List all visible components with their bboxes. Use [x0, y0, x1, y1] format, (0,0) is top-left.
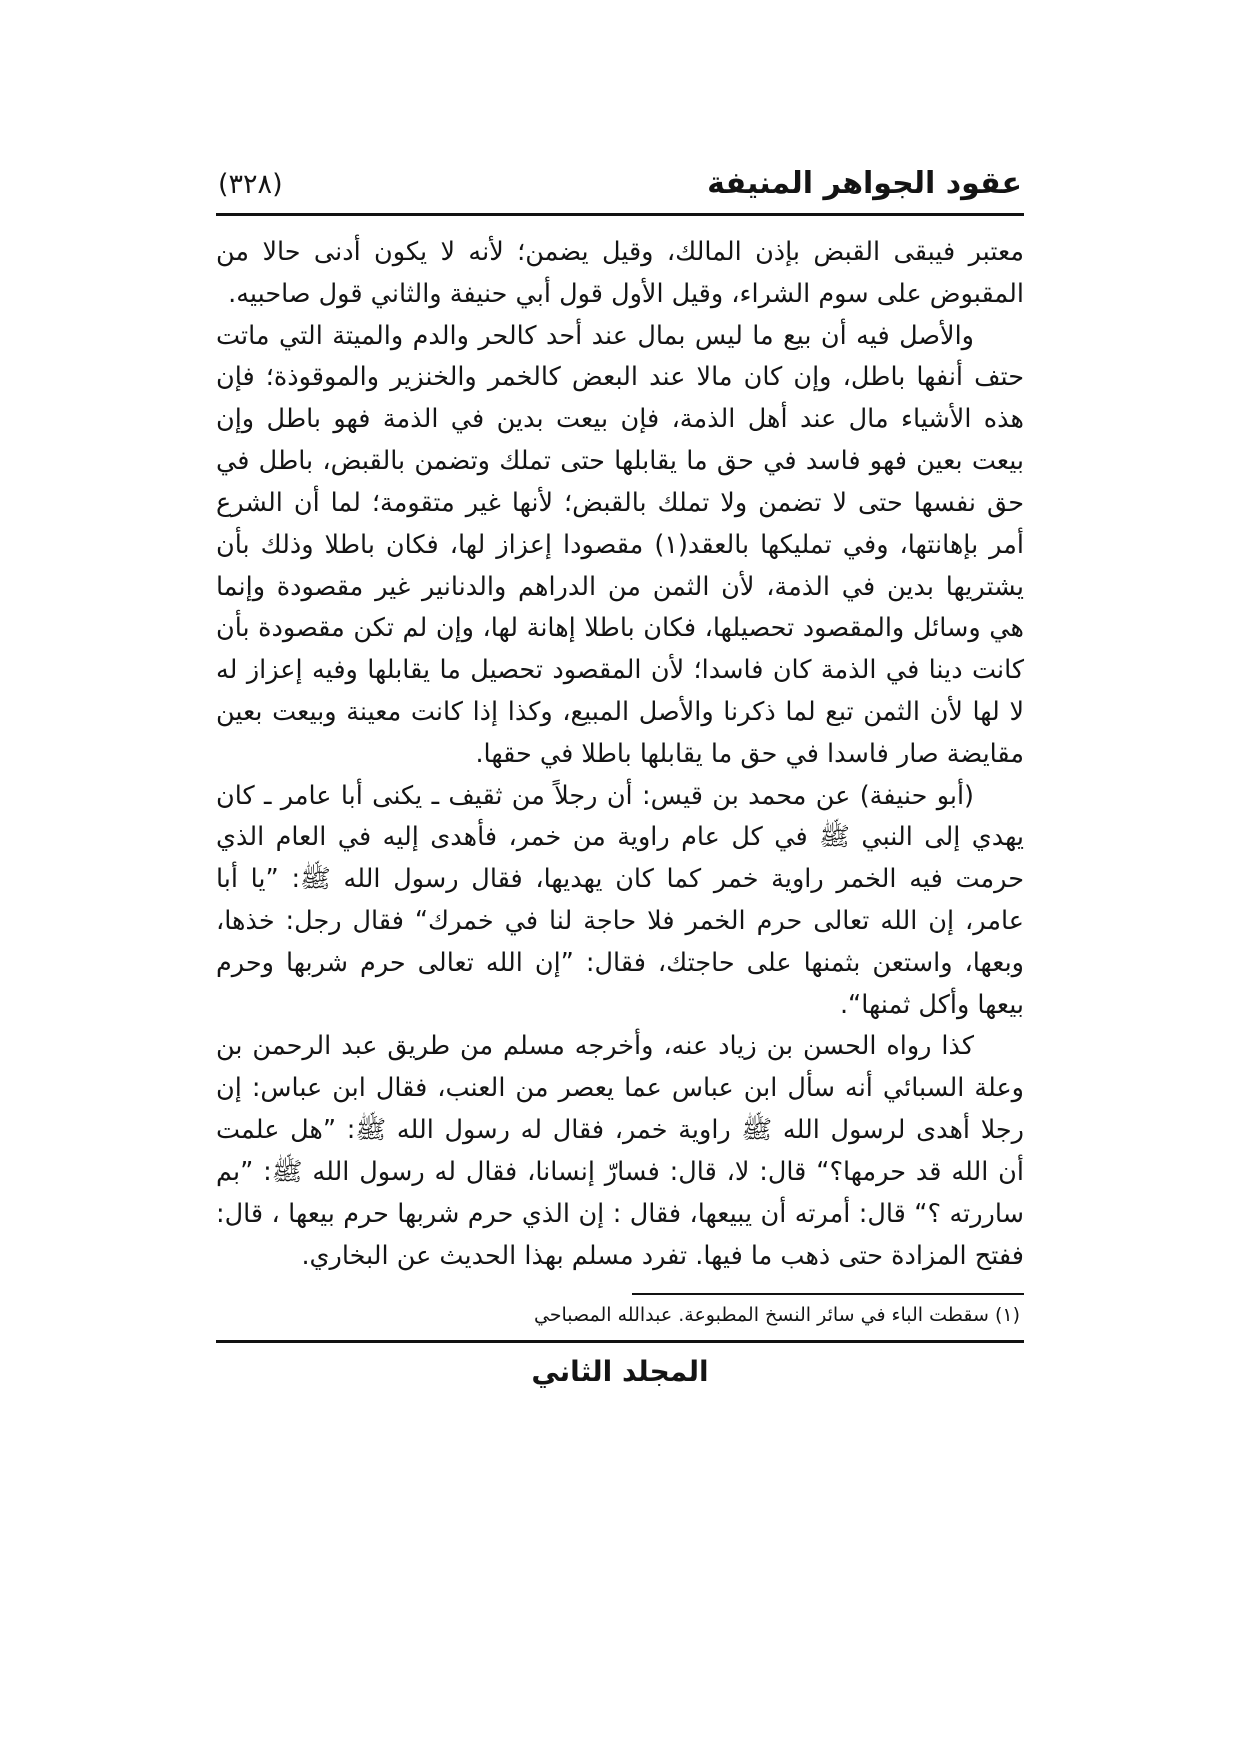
page-body	[216, 216, 1024, 1277]
paragraph: معتبر فيبقى القبض بإذن المالك، وقيل يضمن؛ لأنه لا يكون أدنى حالا من المقبوض على سوم الشراء، وقيل الأول قول أبي حنيفة والثاني قول صاحبيه.	[216, 237, 1024, 309]
paragraph: (أبو حنيفة) عن محمد بن قيس: أن رجلاً من ثقيف ـ يكنى أبا عامر ـ كان يهدي إلى النبي ﷺ في كل عام راوية من خمر، فأهدى إليه في العام الذي حرمت فيه الخمر راوية خمر كما كان يهديها، فقال رسول الله ﷺ: ”يا أبا عامر، إن الله تعالى حرم الخمر فلا حاجة لنا في خمرك“ فقال رجل: خذها، وبعها، واستعن بثمنها على حاجتك، فقال: ”إن الله تعالى حرم شربها وحرم بيعها وأكل ثمنها“.	[216, 780, 1024, 1020]
page-content	[216, 0, 1024, 1388]
footnote-area	[216, 1293, 1024, 1340]
page-number: (٣٢٨)	[218, 169, 283, 200]
book-title: عقود الجواهر المنيفة	[707, 166, 1022, 201]
volume-footer: المجلد الثاني	[531, 1355, 709, 1389]
page-header	[216, 166, 1024, 213]
paragraph: كذا رواه الحسن بن زياد عنه، وأخرجه مسلم من طريق عبد الرحمن بن وعلة السبائي أنه سأل ابن عباس عما يعصر من العنب، فقال ابن عباس: إن رجلا أهدى لرسول الله ﷺ راوية خمر، فقال له رسول الله ﷺ: ”هل علمت أن الله قد حرمها؟“ قال: لا، قال: فسارّ إنسانا، فقال له رسول الله ﷺ: ”بم ساررته ؟“ قال: أمرته أن يبيعها، فقال : إن الذي حرم شربها حرم بيعها ، قال: ففتح المزادة حتى ذهب ما فيها. تفرد مسلم بهذا الحديث عن البخاري.	[216, 1031, 1024, 1271]
footnote-text: (١) سقطت الباء في سائر النسخ المطبوعة. عبدالله المصباحي	[533, 1304, 1020, 1327]
paragraph: والأصل فيه أن بيع ما ليس بمال عند أحد كالحر والدم والميتة التي ماتت حتف أنفها باطل، وإن كان مالا عند البعض كالخمر والخنزير والموقوذة؛ فإن هذه الأشياء مال عند أهل الذمة، فإن بيعت بدين في الذمة فهو باطل وإن بيعت بعين فهو فاسد في حق ما يقابلها حتى تملك وتضمن بالقبض، باطل في حق نفسها حتى لا تضمن ولا تملك بالقبض؛ لأنها غير متقومة؛ لما أن الشرع أمر بإهانتها، وفي تمليكها بالعقد(١) مقصودا إعزاز لها، فكان باطلا وذلك بأن يشتريها بدين في الذمة، لأن الثمن من الدراهم والدنانير غير مقصودة وإنما هي وسائل والمقصود تحصيلها، فكان باطلا إهانة لها، وإن لم تكن مقصودة بأن كانت دينا في الذمة كان فاسدا؛ لأن المقصود تحصيل ما يقابلها وفيه إعزاز له لا لها لأن الثمن تبع لما ذكرنا والأصل المبيع، وكذا إذا كانت معينة وبيعت بعين مقايضة صار فاسدا في حق ما يقابلها باطلا في حقها.	[216, 320, 1024, 769]
